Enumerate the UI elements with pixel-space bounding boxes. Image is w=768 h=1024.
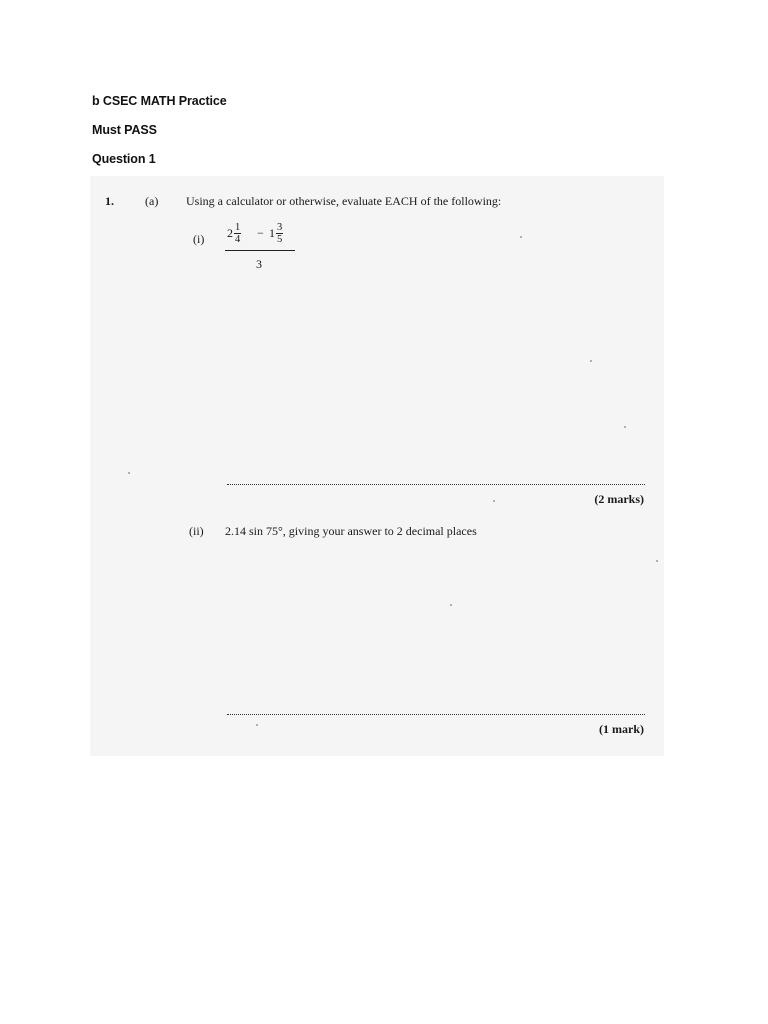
sub-question-i-label: (i) bbox=[193, 232, 205, 246]
scan-speck bbox=[493, 500, 495, 502]
whole-part: 1 bbox=[269, 225, 275, 240]
marks-label-ii: (1 mark) bbox=[599, 722, 644, 736]
scan-speck bbox=[256, 724, 258, 726]
question-heading: Question 1 bbox=[92, 152, 156, 166]
proper-fraction bbox=[234, 222, 241, 245]
mixed-number-first bbox=[227, 220, 241, 246]
scan-speck bbox=[520, 236, 522, 238]
denominator: 5 bbox=[277, 233, 283, 245]
question-part-label: (a) bbox=[145, 194, 159, 208]
minus-operator: − bbox=[257, 226, 264, 240]
scanned-exam-question bbox=[90, 176, 664, 756]
mixed-number-second bbox=[269, 220, 283, 246]
denominator: 4 bbox=[235, 233, 241, 245]
scan-speck bbox=[624, 426, 626, 428]
sub-question-ii-label: (ii) bbox=[189, 524, 204, 538]
scan-speck bbox=[590, 360, 592, 362]
marks-label-i: (2 marks) bbox=[594, 492, 644, 506]
document-subtitle: Must PASS bbox=[92, 123, 157, 137]
whole-part: 2 bbox=[227, 225, 233, 240]
answer-line-i[interactable] bbox=[227, 484, 645, 485]
document-title: b CSEC MATH Practice bbox=[92, 94, 227, 108]
sub-question-ii-text: 2.14 sin 75°, giving your answer to 2 decimal places bbox=[225, 524, 477, 538]
fraction-bar bbox=[225, 250, 295, 251]
numerator: 1 bbox=[235, 221, 241, 233]
scan-speck bbox=[450, 604, 452, 606]
proper-fraction bbox=[276, 222, 283, 245]
question-number: 1. bbox=[105, 194, 114, 208]
divisor: 3 bbox=[256, 257, 262, 271]
answer-line-ii[interactable] bbox=[227, 714, 645, 715]
scan-speck bbox=[128, 472, 130, 474]
scan-speck bbox=[656, 560, 658, 562]
numerator: 3 bbox=[277, 221, 283, 233]
fraction-expression bbox=[225, 220, 295, 272]
question-instruction: Using a calculator or otherwise, evaluate EACH of the following: bbox=[186, 194, 502, 208]
